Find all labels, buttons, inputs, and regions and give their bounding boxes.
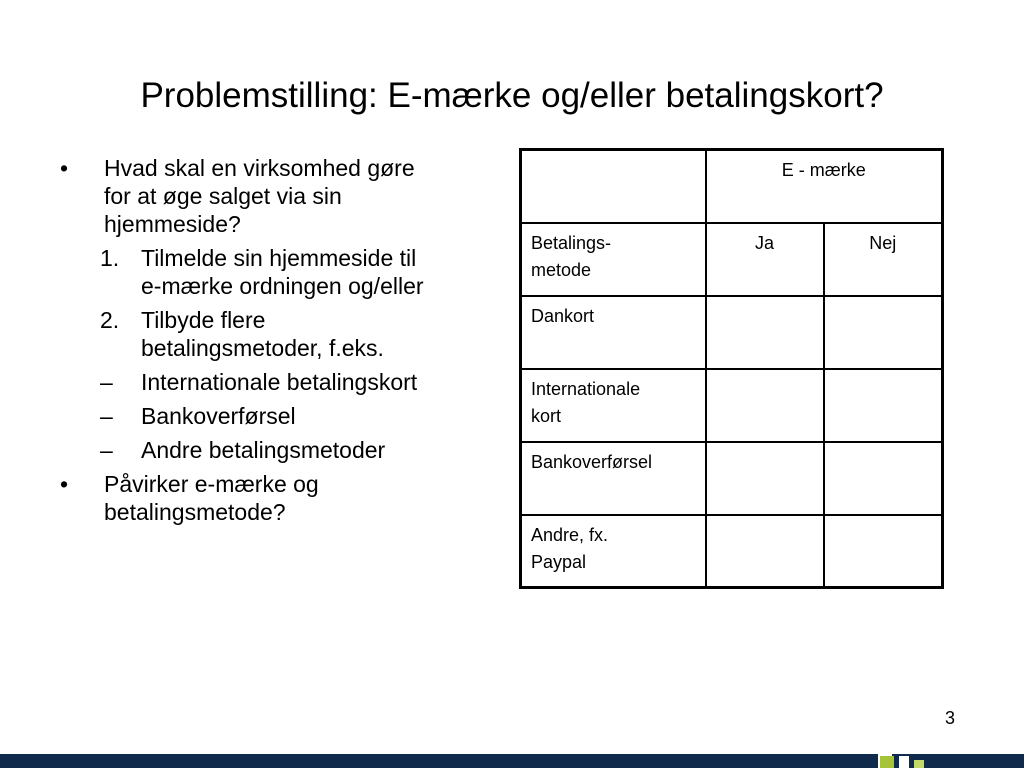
table-cell (824, 515, 943, 588)
bullet-text-line: Hvad skal en virksomhed gøre (104, 155, 415, 181)
dash-text: Andre betalingsmetoder (141, 437, 386, 463)
table-cell (824, 296, 943, 369)
dash-item-2 (60, 402, 500, 430)
bullet-text-line: hjemmeside? (104, 211, 241, 237)
table-row (521, 369, 943, 442)
footer-bar (0, 754, 1024, 768)
empty-corner-cell (521, 150, 706, 223)
dash-item-3 (60, 436, 500, 464)
numbered-text-line: Tilmelde sin hjemmeside til (141, 245, 417, 271)
page-number: 3 (945, 708, 956, 728)
table-cell (824, 442, 943, 515)
number-marker: 1. (100, 245, 120, 271)
row-label-line: Andre, fx. (531, 524, 609, 545)
row-label-cell (521, 296, 706, 369)
bullet-text-line: betalingsmetode? (104, 499, 286, 525)
footer-decoration (914, 760, 924, 768)
row-label-line: Paypal (531, 551, 587, 572)
table-subheader-row (521, 223, 943, 296)
footer-decoration (899, 756, 909, 768)
dash-text: Bankoverførsel (141, 403, 296, 429)
row-label-cell (521, 515, 706, 588)
table-header-row (521, 150, 943, 223)
dash-marker: – (100, 437, 113, 463)
payment-table (519, 148, 944, 589)
row-label-cell (521, 369, 706, 442)
row-label-line: Internationale (531, 378, 641, 399)
bullet-list (60, 154, 500, 526)
col-nej: Nej (824, 223, 943, 296)
bullet-marker: • (60, 155, 69, 181)
col-ja: Ja (706, 223, 824, 296)
table-cell (706, 369, 824, 442)
slide-title: Problemstilling: E-mærke og/eller betalingskort? (140, 76, 884, 115)
bullet-marker: • (60, 471, 69, 497)
method-label-line: metode (531, 259, 592, 280)
table-cell (706, 515, 824, 588)
numbered-text-line: e-mærke ordningen og/eller (141, 273, 424, 299)
row-label-line: kort (531, 405, 562, 426)
header-e-maerke: E - mærke (706, 150, 943, 223)
dash-text: Internationale betalingskort (141, 369, 418, 395)
row-label-line: Dankort (531, 305, 595, 326)
bullet-text-line: for at øge salget via sin (104, 183, 342, 209)
bullet-item-2 (60, 470, 500, 498)
method-label-cell (521, 223, 706, 296)
numbered-item-2 (60, 306, 500, 334)
number-marker: 2. (100, 307, 120, 333)
dash-marker: – (100, 403, 113, 429)
bullet-text-line: Påvirker e-mærke og (104, 471, 319, 497)
footer-decoration (880, 756, 894, 768)
table-row (521, 296, 943, 369)
numbered-text-line: Tilbyde flere (141, 307, 266, 333)
table-cell (706, 296, 824, 369)
row-label-line: Bankoverførsel (531, 451, 653, 472)
table-row (521, 442, 943, 515)
table-row (521, 515, 943, 588)
dash-marker: – (100, 369, 113, 395)
table-cell (824, 369, 943, 442)
method-label-line: Betalings- (531, 232, 612, 253)
bullet-item-1 (60, 154, 500, 182)
numbered-item-1 (60, 244, 500, 272)
row-label-cell (521, 442, 706, 515)
table-cell (706, 442, 824, 515)
dash-item-1 (60, 368, 500, 396)
numbered-text-line: betalingsmetoder, f.eks. (141, 335, 384, 361)
